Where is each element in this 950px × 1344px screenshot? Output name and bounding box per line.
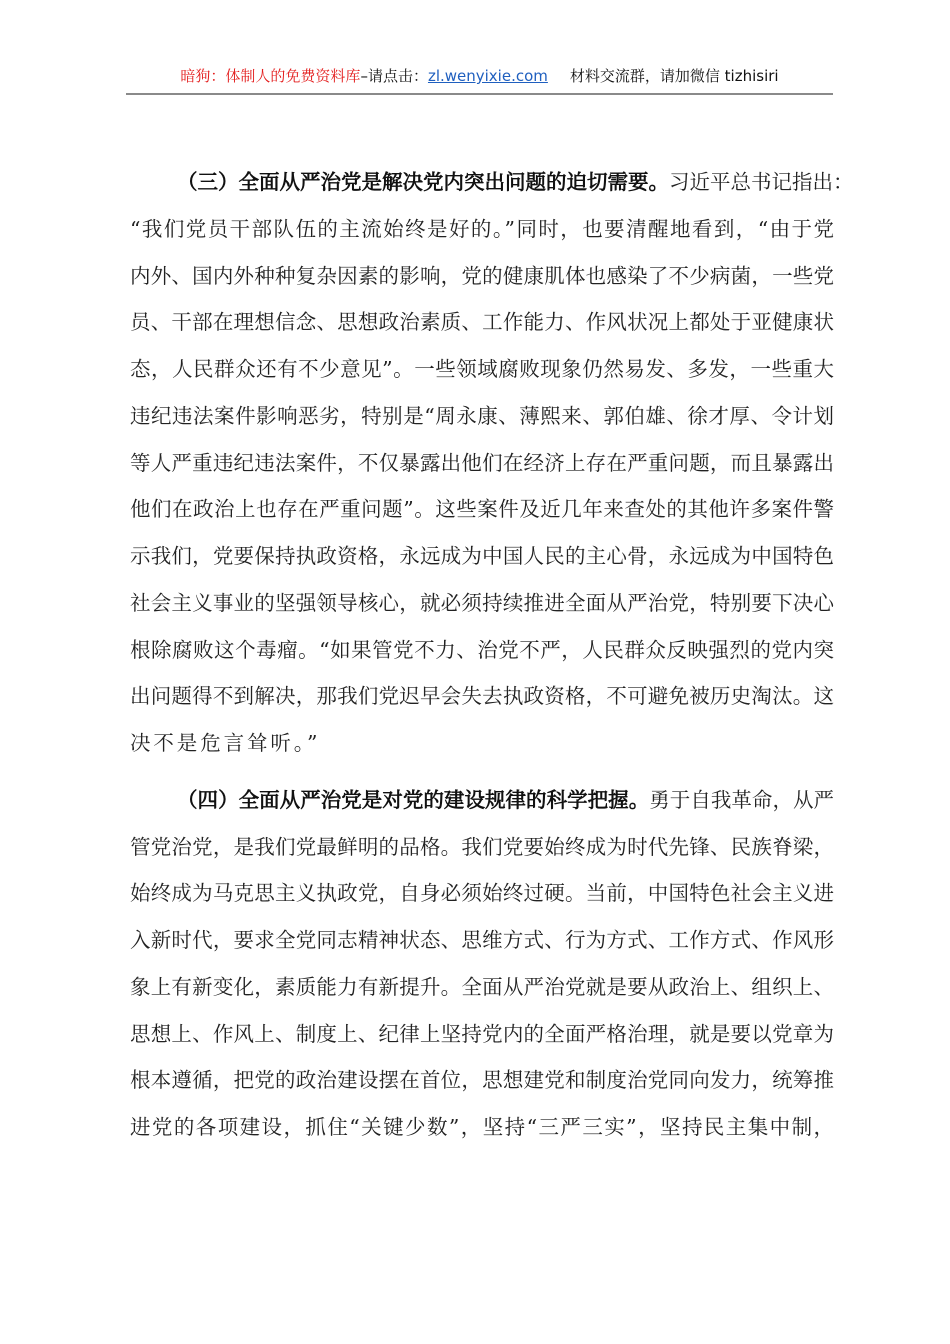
paragraph-line: 内外、国内外种种复杂因素的影响，党的健康肌体也感染了不少病菌，一些党 — [130, 263, 834, 288]
paragraph-line: 根本遵循，把党的政治建设摆在首位，思想建党和制度治党同向发力，统筹推 — [130, 1068, 834, 1093]
paragraph-line: 社会主义事业的坚强领导核心，就必须持续推进全面从严治党，特别要下决心 — [130, 590, 834, 615]
paragraph-line: 示我们，党要保持执政资格，永远成为中国人民的主心骨，永远成为中国特色 — [130, 544, 834, 568]
paragraph-line: 他们在政治上也存在严重问题”。这些案件及近几年来查处的其他许多案件警 — [130, 497, 834, 522]
header-group-text: 材料交流群，请加微信 tizhisiri — [569, 67, 779, 85]
paragraph-line: 象上有新变化，素质能力有新提升。全面从严治党就是要从政治上、组织上、 — [130, 974, 834, 999]
paragraph-line: 思想上、作风上、制度上、纪律上坚持党内的全面严格治理，就是要以党章为 — [130, 1021, 834, 1046]
paragraph-4 — [130, 777, 834, 1151]
paragraph-line: 管党治党，是我们党最鲜明的品格。我们党要始终成为时代先锋、民族脊梁， — [130, 834, 834, 859]
paragraph-line: 根除腐败这个毒瘤。“如果管党不力、治党不严，人民群众反映强烈的党内突 — [130, 637, 834, 662]
paragraph-line: 态，人民群众还有不少意见”。一些领域腐败现象仍然易发、多发，一些重大 — [130, 357, 834, 381]
page-header — [126, 66, 833, 95]
paragraph-3 — [130, 159, 854, 767]
paragraph-line: 员、干部在理想信念、思想政治素质、工作能力、作风状况上都处于亚健康状 — [130, 310, 834, 335]
header-website-link[interactable]: zl.wenyixie.com — [427, 67, 548, 85]
paragraph-line: “我们党员干部队伍的主流始终是好的。”同时，也要清醒地看到，“由于党 — [130, 216, 834, 241]
paragraph-line: 始终成为马克思主义执政党，自身必须始终过硬。当前，中国特色社会主义进 — [130, 881, 834, 906]
paragraph-heading: （四）全面从严治党是对党的建设规律的科学把握。 — [177, 787, 650, 812]
paragraph-line: 决不是危言耸听。” — [130, 731, 321, 755]
document-body — [130, 159, 854, 1151]
paragraph-spacer — [130, 767, 834, 777]
paragraph-line: （三）全面从严治党是解决党内突出问题的迫切需要。习近平总书记指出： — [177, 170, 854, 194]
paragraph-line: 违纪违法案件影响恶劣，特别是“周永康、薄熙来、郭伯雄、徐才厚、令计划 — [130, 403, 834, 428]
header-brand-text: 暗狗：体制人的免费资料库 — [180, 67, 361, 85]
paragraph-line: （四）全面从严治党是对党的建设规律的科学把握。勇于自我革命，从严 — [177, 787, 835, 812]
paragraph-line: 进党的各项建设，抓住“关键少数”，坚持“三严三实”，坚持民主集中制， — [130, 1115, 834, 1139]
paragraph-heading: （三）全面从严治党是解决党内突出问题的迫切需要。 — [177, 170, 669, 194]
header-click-text: –请点击： — [360, 67, 428, 85]
paragraph-line: 出问题得不到解决，那我们党迟早会失去执政资格，不可避免被历史淘汰。这 — [130, 684, 834, 709]
paragraph-line: 等人严重违纪违法案件，不仅暴露出他们在经济上存在严重问题，而且暴露出 — [130, 450, 834, 475]
paragraph-line: 入新时代，要求全党同志精神状态、思维方式、行为方式、工作方式、作风形 — [130, 928, 834, 952]
